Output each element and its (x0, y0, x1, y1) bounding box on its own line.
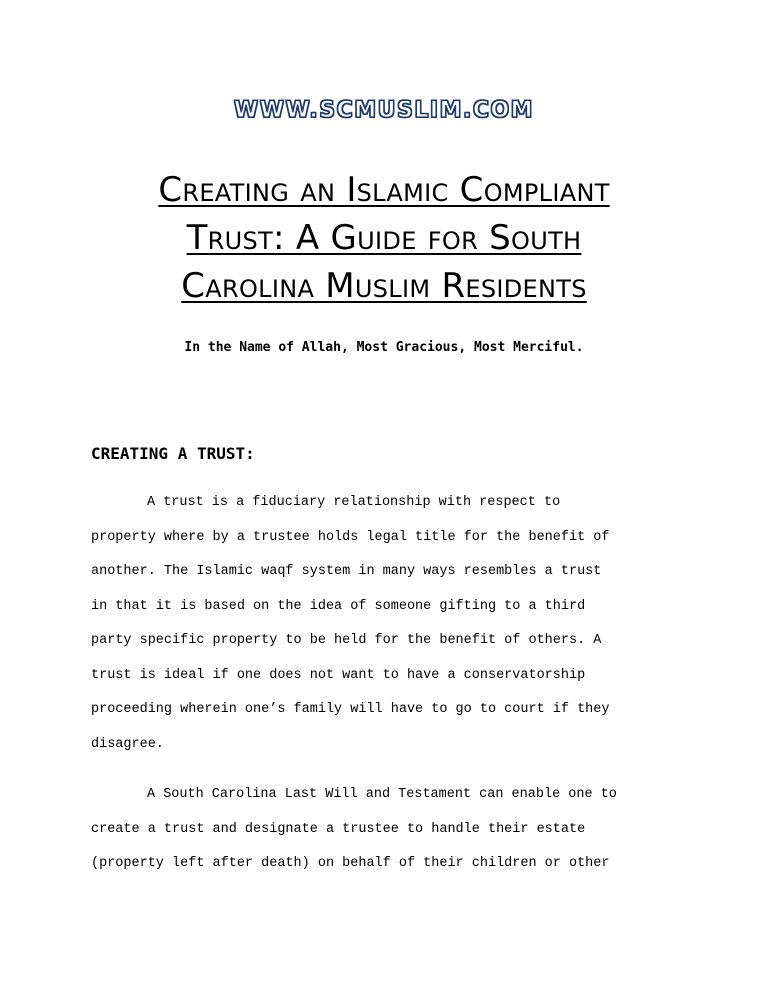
paragraph-line: disagree. (91, 736, 164, 752)
paragraph-line: another. The Islamic waqf system in many ways resembles a trust (91, 564, 602, 579)
bismillah-line: In the Name of Allah, Most Gracious, Most Merciful. (184, 340, 584, 355)
section-heading: CREATING A TRUST: (91, 444, 255, 463)
paragraph-line: create a trust and designate a trustee to handle their estate (91, 821, 586, 837)
paragraph-line: A trust is a fiduciary relationship with respect to (147, 495, 561, 510)
paragraph-line: property where by a trustee holds legal title for the benefit of (91, 529, 610, 545)
paragraph-line: (property left after death) on behalf of their children or other (91, 856, 610, 871)
site-url-header: WWW.SCMUSLIM.COM (233, 98, 535, 123)
title-line: Creating an Islamic Compliant (158, 170, 610, 210)
paragraph (91, 778, 677, 882)
document-title (80, 166, 688, 310)
paragraph-line: proceeding wherein one’s family will have to go to court if they (91, 702, 610, 717)
paragraph-line: in that it is based on the idea of someone gifting to a third (91, 598, 586, 614)
paragraph (91, 486, 677, 762)
title-line: Carolina Muslim Residents (181, 266, 587, 306)
paragraph-line: A South Carolina Last Will and Testament can enable one to (147, 787, 617, 802)
title-line: Trust: A Guide for South (186, 218, 582, 258)
paragraph-line: trust is ideal if one does not want to have a conservatorship (91, 667, 586, 683)
paragraph-line: party specific property to be held for the benefit of others. A (91, 633, 602, 648)
